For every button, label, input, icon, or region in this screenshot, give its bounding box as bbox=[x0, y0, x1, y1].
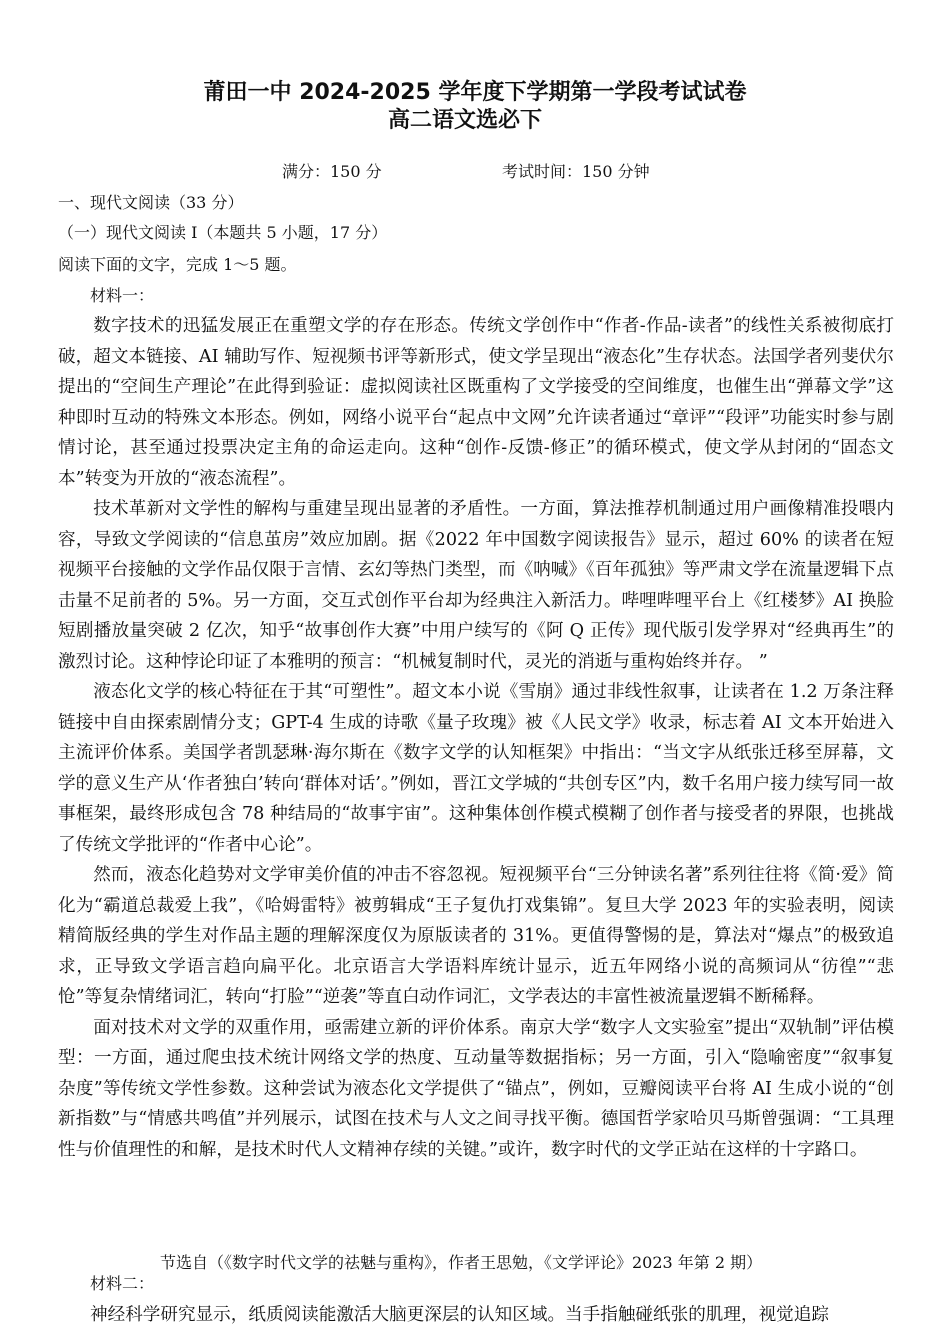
exam-subtitle: 高二语文选必下 bbox=[387, 108, 542, 133]
paragraph-4: 然而，液态化趋势对文学审美价值的冲击不容忽视。短视频平台“三分钟读名著”系列往往将《简·爱》简化为“霸道总裁爱上我”，《哈姆雷特》被剪辑成“王子复仇打戏集锦”。复旦大学 2023 年的实验表明，阅读精简版经典的学生对作品主题的理解深度仅为原版读者的 31%。更值得警惕的是，算法对“爆点”的极致追求，正导致文学语言趋向扁平化。北京语言大学语料库统计显示，近五年网络小说的高频词从“彷徨”“悲怆”等复杂情绪词汇，转向“打脸”“逆袭”等直白动作词汇，文学表达的丰富性被流量逻辑不断稀释。 bbox=[58, 865, 894, 1007]
source-citation: 节选自（《数字时代文学的祛魅与重构》，作者王思勉，《文学评论》2023 年第 2 期） bbox=[160, 1253, 763, 1272]
material1-body bbox=[58, 311, 894, 1165]
paragraph-2: 技术革新对文学性的解构与重建呈现出显著的矛盾性。一方面，算法推荐机制通过用户画像精准投喂内容，导致文学阅读的“信息茧房”效应加剧。据《2022 年中国数字阅读报告》显示，超过 60% 的读者在短视频平台接触的文学作品仅限于言情、玄幻等热门类型，而《呐喊》《百年孤独》等严肃文学在流量逻辑下点击量不足前者的 5%。另一方面，交互式创作平台却为经典注入新活力。哔哩哔哩平台上《红楼梦》AI 换脸短剧播放量突破 2 亿次，知乎“故事创作大赛”中用户续写的《阿 Q 正传》现代版引发学界对“经典再生”的激烈讨论。这种悖论印证了本雅明的预言：“机械复制时代，灵光的消逝与重构始终并存。 ” bbox=[58, 499, 894, 672]
paragraph-3: 液态化文学的核心特征在于其“可塑性”。超文本小说《雪崩》通过非线性叙事，让读者在 1.2 万条注释链接中自由探索剧情分支；GPT-4 生成的诗歌《量子玫瑰》被《人民文学》收录，标志着 AI 文本开始进入主流评价体系。美国学者凯瑟琳·海尔斯在《数字文学的认知框架》中指出：“当文字从纸张迁移至屏幕，文学的意义生产从‘作者独白’转向‘群体对话’。”例如，晋江文学城的“共创专区”内，数千名用户接力续写同一故事框架，最终形成包含 78 种结局的“故事宇宙”。这种集体创作模式模糊了创作者与接受者的界限，也挑战了传统文学批评的“作者中心论”。 bbox=[58, 682, 894, 855]
exam-time: 考试时间：150 分钟 bbox=[502, 162, 650, 181]
section-subheading: （一）现代文阅读 I（本题共 5 小题，17 分） bbox=[58, 223, 388, 242]
paragraph-5: 面对技术对文学的双重作用，亟需建立新的评价体系。南京大学“数字人文实验室”提出“双轨制”评估模型：一方面，通过爬虫技术统计网络文学的热度、互动量等数据指标；另一方面，引入“隐喻密度”“叙事复杂度”等传统文学性参数。这种尝试为液态化文学提供了“锚点”，例如，豆瓣阅读平台将 AI 生成小说的“创新指数”与“情感共鸣值”并列展示，试图在技术与人文之间寻找平衡。德国哲学家哈贝马斯曾强调：“工具理性与价值理性的和解，是技术时代人文精神存续的关键。”或许，数字时代的文学正站在这样的十字路口。 bbox=[58, 1017, 894, 1160]
section-heading: 一、现代文阅读（33 分） bbox=[58, 193, 244, 212]
material2-first-line: 神经科学研究显示，纸质阅读能激活大脑更深层的认知区域。当手指触碰纸张的肌理，视觉追踪 bbox=[90, 1305, 829, 1325]
paragraph-1: 数字技术的迅猛发展正在重塑文学的存在形态。传统文学创作中“作者-作品-读者”的线性关系被彻底打破，超文本链接、AI 辅助写作、短视频书评等新形式，使文学呈现出“液态化”生存状态。法国学者列斐伏尔提出的“空间生产理论”在此得到验证：虚拟阅读社区既重构了文学接受的空间维度，也催生出“弹幕文学”这种即时互动的特殊文本形态。例如，网络小说平台“起点中文网”允许读者通过“章评”“段评”功能实时参与剧情讨论，甚至通过投票决定主角的命运走向。这种“创作-反馈-修正”的循环模式，使文学从封闭的“固态文本”转变为开放的“液态流程”。 bbox=[58, 316, 894, 489]
instruction: 阅读下面的文字，完成 1～5 题。 bbox=[58, 255, 297, 274]
full-score: 满分：150 分 bbox=[282, 162, 382, 181]
material1-label: 材料一： bbox=[90, 286, 155, 305]
material2-label: 材料二： bbox=[90, 1274, 155, 1293]
exam-title: 莆田一中 2024-2025 学年度下学期第一学段考试试卷 bbox=[203, 80, 747, 105]
